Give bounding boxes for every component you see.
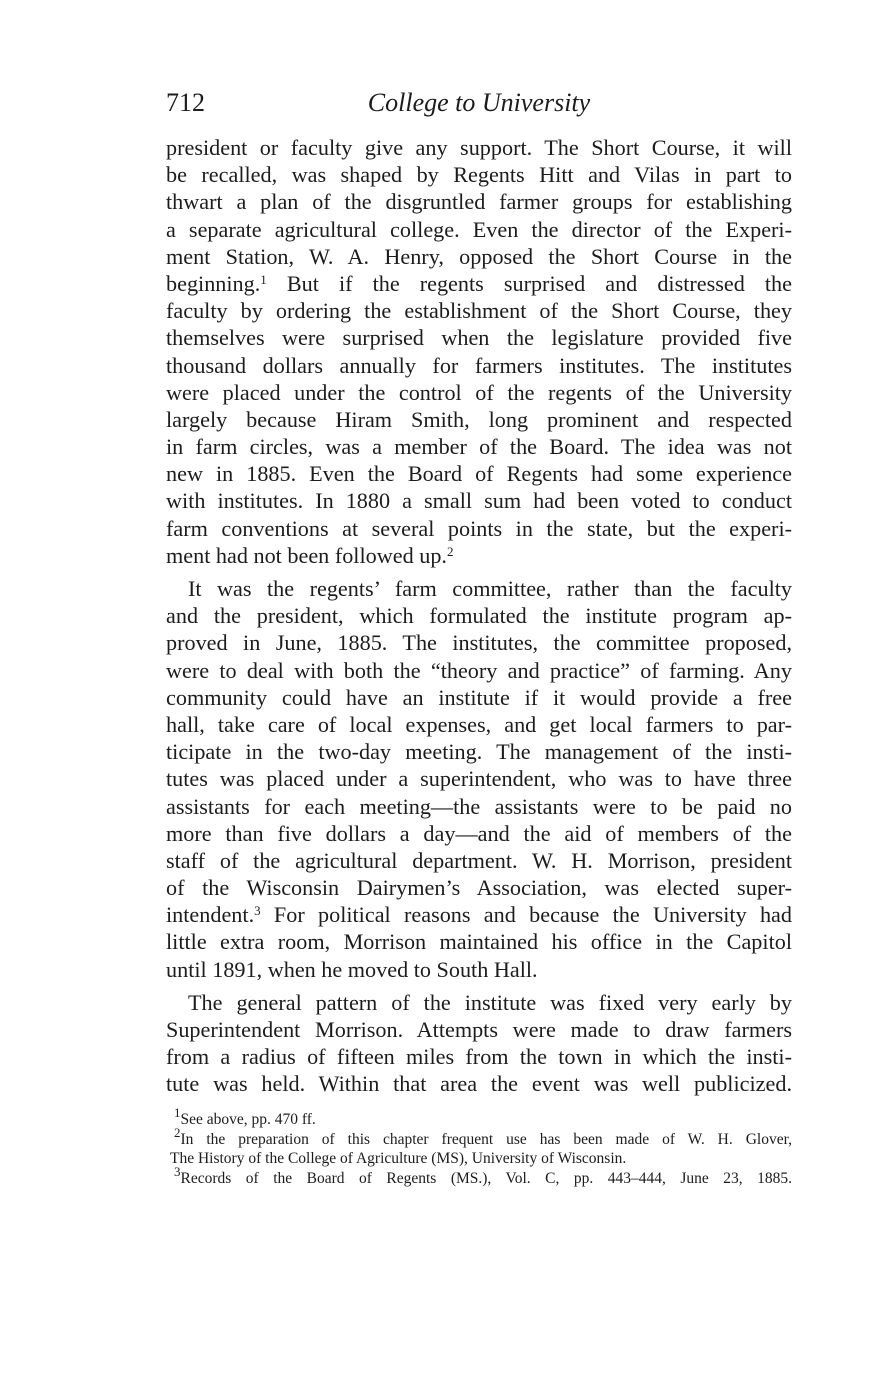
footnote-3 — [170, 1163, 792, 1189]
running-head: College to University — [367, 88, 591, 117]
footnote-mark: 2 — [174, 1124, 181, 1140]
text-line: proved in June, 1885. The institutes, the committee proposed, — [166, 630, 792, 656]
text-line: thwart a plan of the disgruntled farmer groups for establishing — [166, 189, 792, 215]
text-line: president or faculty give any support. The Short Course, it will — [166, 135, 792, 160]
paragraph-2 — [166, 575, 792, 983]
text-line: ment Station, W. A. Henry, opposed the Short Course in the — [166, 243, 792, 269]
text-line: staff of the agricultural department. W. H. Morrison, president — [166, 847, 792, 873]
text-line: assistants for each meeting—the assistants were to be paid no — [166, 793, 792, 819]
text-line: hall, take care of local expenses, and get local farmers to par- — [166, 711, 792, 737]
text-fragment: For political reasons and because the University had — [260, 902, 792, 928]
page-number: 712 — [166, 88, 205, 117]
text-line: be recalled, was shaped by Regents Hitt and Vilas in part to — [166, 162, 792, 188]
footnote-text: See above, pp. 470 ff. — [180, 1111, 316, 1128]
text-line: of the Wisconsin Dairymen’s Association, was elected super- — [166, 875, 792, 901]
text-line: little extra room, Morrison maintained his office in the Capitol — [166, 929, 792, 955]
footnote-1 — [170, 1104, 792, 1130]
footnote-ref-3[interactable]: 3 — [254, 903, 261, 919]
text-line: faculty by ordering the establishment of the Short Course, they — [166, 298, 792, 324]
text-line: largely because Hiram Smith, long prominent and respected — [166, 406, 792, 432]
text-line: were to deal with both the “theory and practice” of farming. Any — [166, 657, 792, 683]
text-line: and the president, which formulated the institute program ap- — [166, 603, 792, 629]
text-line: a separate agricultural college. Even the director of the Experi- — [166, 216, 792, 242]
text-line: from a radius of fifteen miles from the town in which the insti- — [166, 1044, 792, 1070]
footnote-2-continuation: The History of the College of Agriculture (MS), University of Wisconsin. — [170, 1150, 627, 1167]
text-line: were placed under the control of the regents of the University — [166, 379, 792, 405]
text-line: Superintendent Morrison. Attempts were made to draw farmers — [166, 1017, 792, 1042]
footnote-mark: 1 — [174, 1104, 181, 1120]
paragraph-1 — [166, 134, 792, 569]
text-line: in farm circles, was a member of the Board. The idea was not — [166, 434, 792, 460]
text-line: thousand dollars annually for farmers institutes. The institutes — [166, 352, 792, 378]
footnote-mark: 3 — [174, 1163, 181, 1179]
text-line: new in 1885. Even the Board of Regents had some experience — [166, 461, 792, 487]
text-line — [166, 542, 792, 569]
text-line: more than five dollars a day—and the aid of members of the — [166, 820, 792, 846]
text-line — [166, 270, 792, 297]
text-line: ticipate in the two-day meeting. The management of the insti- — [166, 739, 792, 765]
text-line: with institutes. In 1880 a small sum had been voted to conduct — [166, 488, 792, 514]
text-fragment: intendent. — [166, 902, 255, 928]
footnote-text: In the preparation of this chapter frequent use has been made of W. H. Glover, — [180, 1130, 792, 1148]
text-line: tute was held. Within that area the event was well publicized. — [166, 1071, 792, 1097]
paragraph-3 — [166, 989, 792, 1098]
text-line: until 1891, when he moved to South Hall. — [166, 956, 538, 982]
text-line — [166, 901, 792, 928]
body-text — [166, 134, 792, 1104]
text-line: farm conventions at several points in the state, but the experi- — [166, 515, 792, 541]
text-fragment: beginning. — [166, 270, 261, 296]
footnote-2 — [170, 1124, 792, 1150]
text-fragment: But if the regents surprised and distressed the — [266, 270, 792, 296]
footnote-text: Records of the Board of Regents (MS.), Vol. C, pp. 443–444, June 23, 1885. — [180, 1169, 792, 1187]
text-fragment: ment had not been followed up. — [166, 542, 447, 568]
footnote-ref-1[interactable]: 1 — [260, 271, 267, 287]
text-line: themselves were surprised when the legislature provided five — [166, 325, 792, 351]
text-line: tutes was placed under a superintendent, who was to have three — [166, 766, 792, 792]
footnote-ref-2[interactable]: 2 — [446, 543, 454, 559]
footnotes — [170, 1104, 792, 1188]
text-line: It was the regents’ farm committee, rather than the faculty — [188, 576, 792, 601]
text-line: community could have an institute if it would provide a free — [166, 684, 792, 710]
page-header — [166, 88, 792, 128]
text-line: The general pattern of the institute was fixed very early by — [188, 989, 792, 1015]
